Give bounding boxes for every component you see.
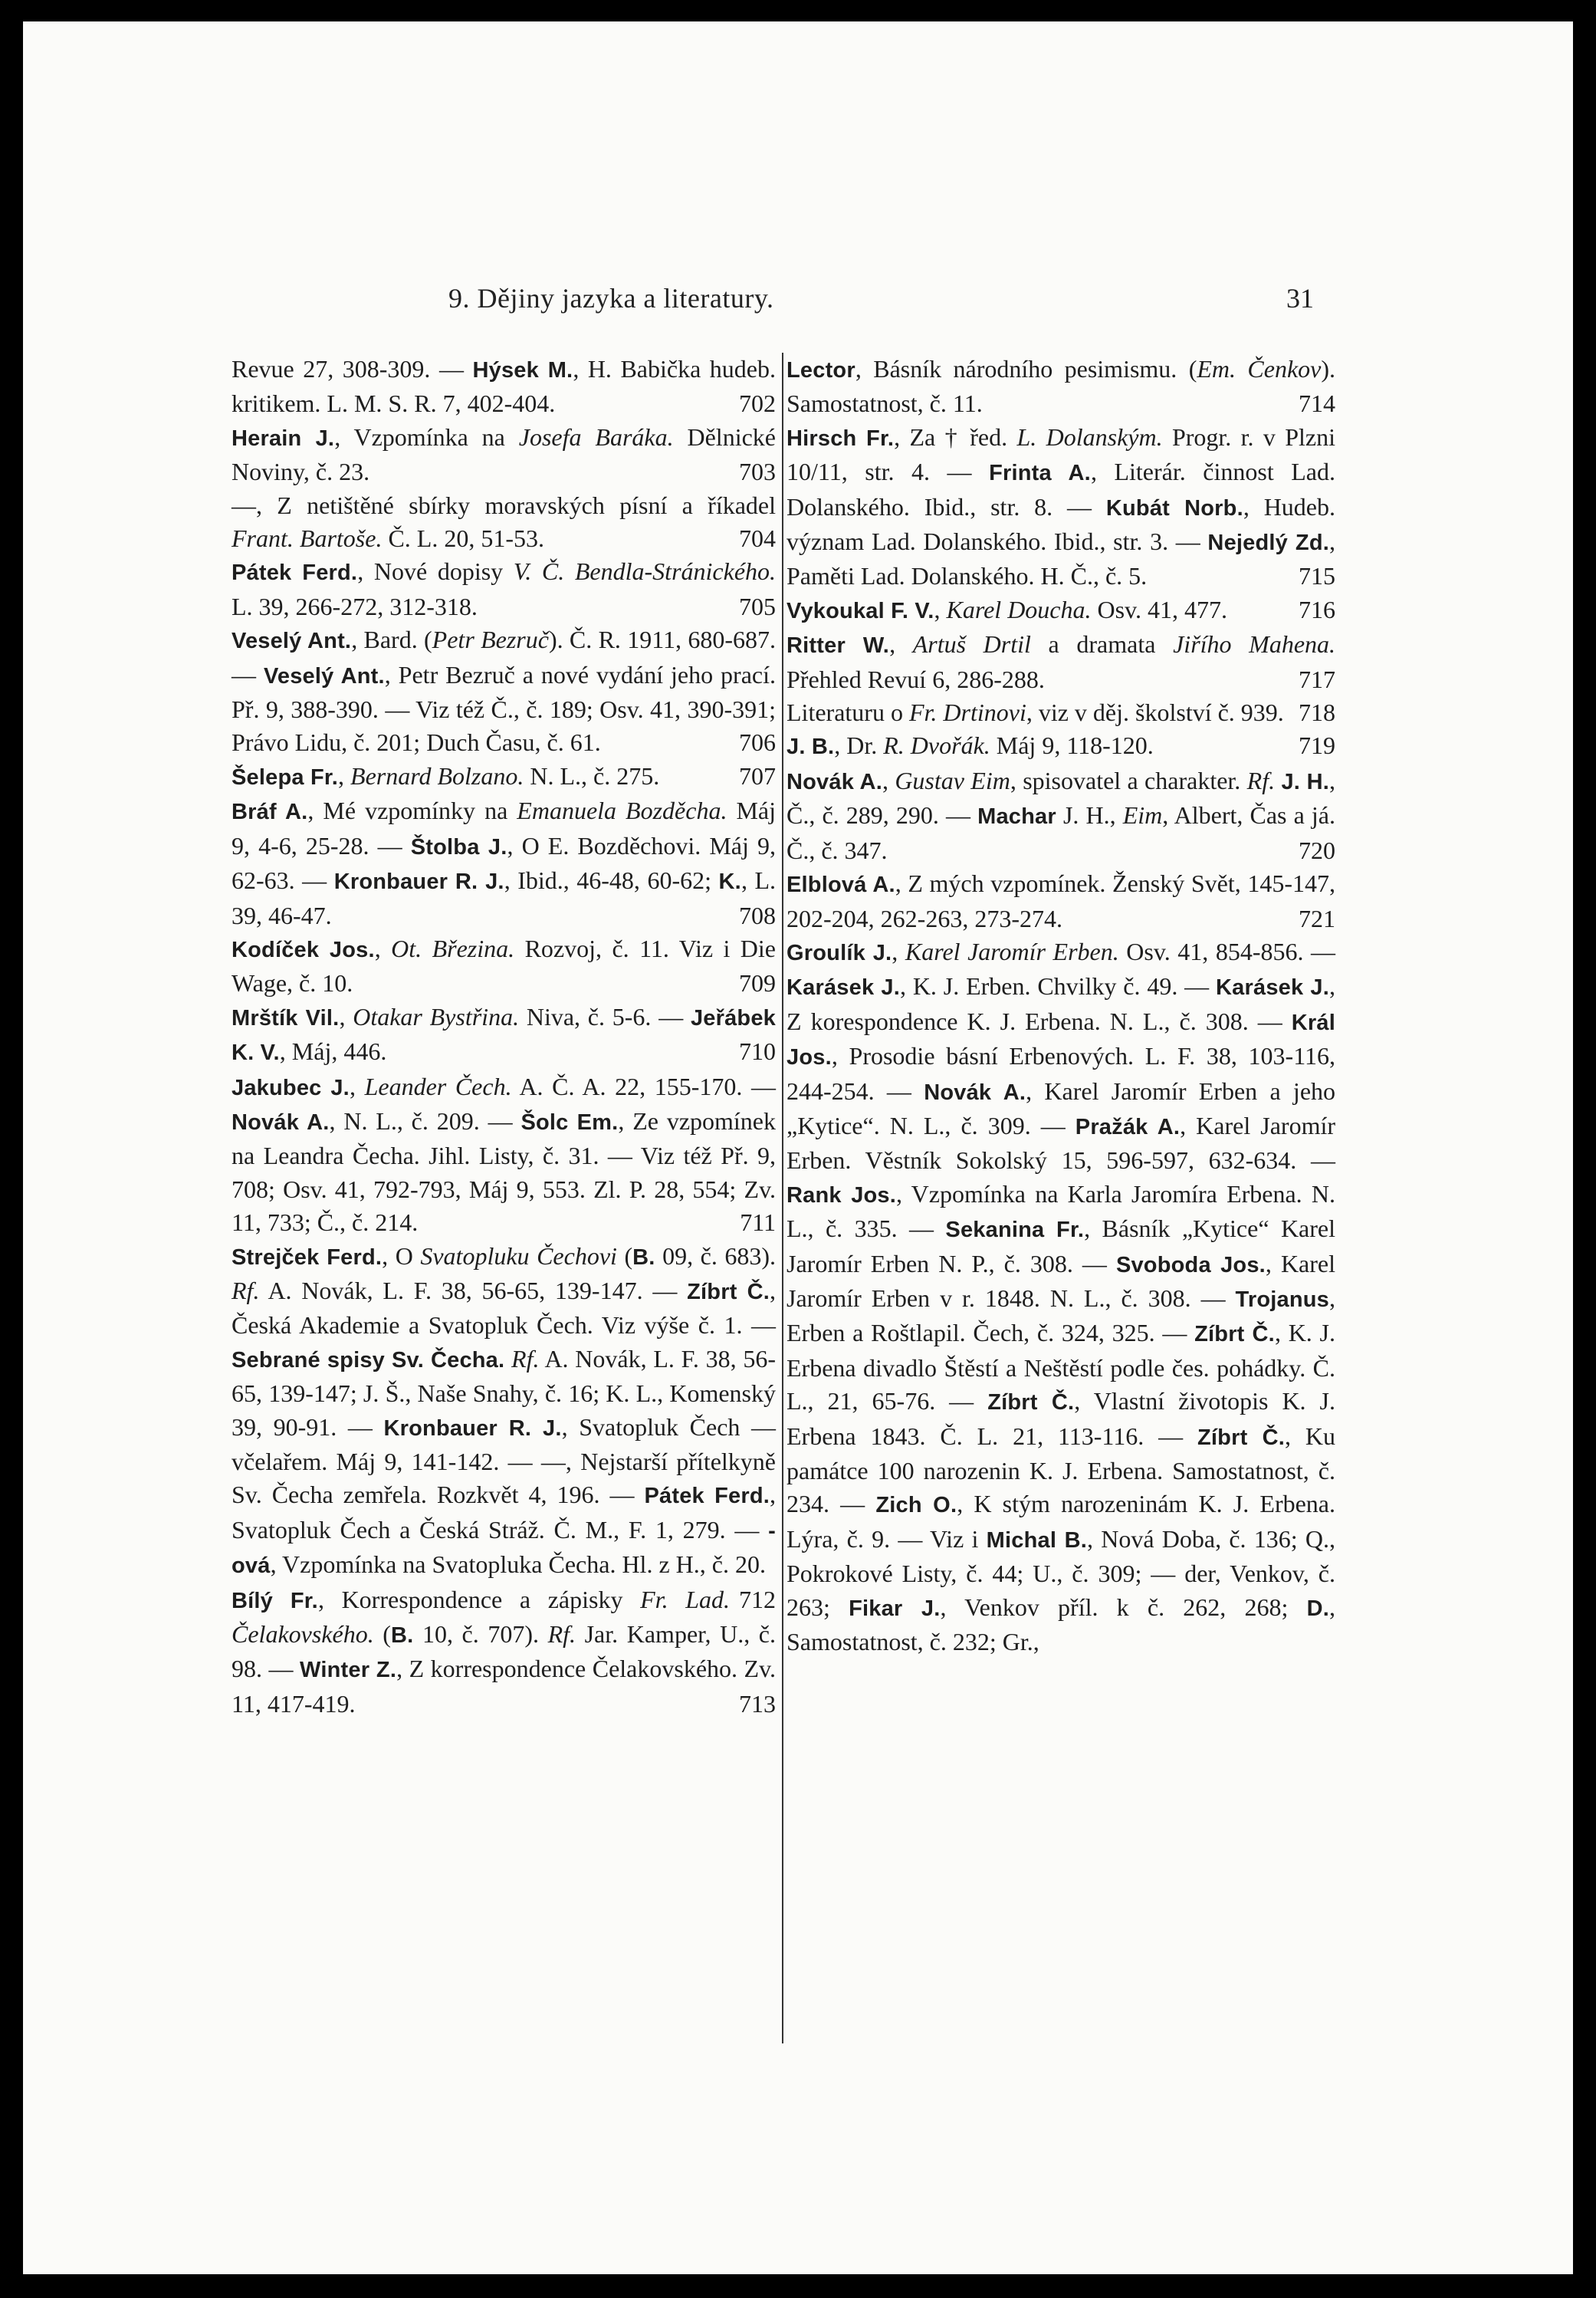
bibliography-entry: —, Z netištěné sbírky moravských písní a říkadel Frant. Bartoše. Č. L. 20, 51-53. 704: [232, 491, 776, 553]
bibliography-entry: Lector, Básník národního pesimismu. (Em. Čenkov). Samostatnost, č. 11. 714: [787, 355, 1336, 418]
bibliography-entry: J. B., Dr. R. Dvořák. Máj 9, 118-120. 719: [787, 731, 1335, 760]
bibliography-entry: Vykoukal F. V., Karel Doucha. Osv. 41, 477. 716: [787, 595, 1335, 623]
bibliography-entry: Bílý Fr., Korrespondence a zápisky Fr. Lad. Čelakovského. (B. 10, č. 707). Rf. Jar. Kamper, U., č. 98. — Winter Z., Z korrespondence Čelakovského. Zv. 11, 417-419. 713: [232, 1585, 777, 1718]
bibliography-entry: Ritter W., Artuš Drtil a dramata Jiřího Mahena. Přehled Revuí 6, 286-288. 717: [787, 630, 1336, 693]
bibliography-entry: Mrštík Vil., Otakar Bystřina. Niva, č. 5-6. — Jeřábek K. V., Máj, 446. 710: [232, 1002, 776, 1066]
left-column: [232, 353, 776, 1721]
page-number: 31: [1286, 283, 1314, 314]
bibliography-entry: Literaturu o Fr. Drtinovi, viz v děj. školství č. 939. 718: [787, 699, 1335, 727]
bibliography-entry: Bráf A., Mé vzpomínky na Emanuela Bozděcha. Máj 9, 4-6, 25-28. — Štolba J., O E. Bozděchovi. Máj 9, 62-63. — Kronbauer R. J., Ibid., 46-48, 60-62; K., L. 39, 46-47. 708: [232, 797, 777, 929]
bibliography-entry: Revue 27, 308-309. — Hýsek M., H. Babička hudeb. kritikem. L. M. S. R. 7, 402-404. 702: [232, 355, 777, 418]
right-column: [787, 353, 1335, 1659]
page: [23, 21, 1573, 2274]
bibliography-entry: Pátek Ferd., Nové dopisy V. Č. Bendla-Stránického. L. 39, 266-272, 312-318. 705: [232, 557, 777, 620]
chapter-title: 9. Dějiny jazyka a literatury.: [448, 283, 774, 314]
bibliography-entry: Herain J., Vzpomínka na Josefa Baráka. Dělnické Noviny, č. 23. 703: [232, 422, 776, 486]
bibliography-entry: Šelepa Fr., Bernard Bolzano. N. L., č. 275. 707: [232, 761, 776, 790]
bibliography-entry: Groulík J., Karel Jaromír Erben. Osv. 41, 854-856. — Karásek J., K. J. Erben. Chvilky č. 49. — Karásek J., Z korespondence K. J. Erbena. N. L., č. 308. — Král Jos., Prosodie básní Erbenových. L. F. 38, 103-116, 244-254. — Novák A., Karel Jaromír Erben a jeho „Kytice“. N. L., č. 309. — Pražák A., Karel Jaromír Erben. Věstník Sokolský 15, 596-597, 632-634. — Rank Jos., Vzpomínka na Karla Jaromíra Erbena. N. L., č. 335. — Sekanina Fr., Básník „Kytice“ Karel Jaromír Erben N. P., č. 308. — Svoboda Jos., Karel Jaromír Erben v r. 1848. N. L., č. 308. — Trojanus, Erben a Roštlapil. Čech, č. 324, 325. — Zíbrt Č., K. J. Erbena divadlo Štěstí a Neštěstí podle čes. pohádky. Č. L., 21, 65-76. — Zíbrt Č., Vlastní životopis K. J. Erbena 1843. Č. L. 21, 113-116. — Zíbrt Č., Ku památce 100 narozenin K. J. Erbena. Samostatnost, č. 234. — Zich O., K stým narozeninám K. J. Erbena. Lýra, č. 9. — Viz i Michal B., Nová Doba, č. 136; Q., Pokrokové Listy, č. 44; U., č. 309; — der, Venkov, č. 263; Fikar J., Venkov příl. k č. 262, 268; D., Samostatnost, č. 232; Gr.,: [787, 937, 1336, 1656]
running-header: [23, 282, 1573, 321]
bibliography-entry: Jakubec J., Leander Čech. A. Č. A. 22, 155-170. — Novák A., N. L., č. 209. — Šolc Em., Ze vzpomínek na Leandra Čecha. Jihl. Listy, č. 31. — Viz též Př. 9, 708; Osv. 41, 792-793, Máj 9, 553. Zl. P. 28, 554; Zv. 11, 733; Č., č. 214. 711: [232, 1072, 777, 1237]
bibliography-entry: Novák A., Gustav Eim, spisovatel a charakter. Rf. J. H., Č., č. 289, 290. — Machar J. H., Eim, Albert, Čas a já. Č., č. 347. 720: [787, 766, 1336, 864]
bibliography-entry: Elblová A., Z mých vzpomínek. Ženský Svět, 145-147, 202-204, 262-263, 273-274. 721: [787, 870, 1336, 932]
bibliography-entry: Kodíček Jos., Ot. Březina. Rozvoj, č. 11. Viz i Die Wage, č. 10. 709: [232, 934, 777, 998]
bibliography-entry: Hirsch Fr., Za † řed. L. Dolanským. Progr. r. v Plzni 10/11, str. 4. — Frinta A., Literár. činnost Lad. Dolanského. Ibid., str. 8. — Kubát Norb., Hudeb. význam Lad. Dolanského. Ibid., str. 3. — Nejedlý Zd., Paměti Lad. Dolanského. H. Č., č. 5. 715: [787, 422, 1336, 590]
column-divider: [782, 353, 783, 2043]
bibliography-entry: Strejček Ferd., O Svatopluku Čechovi (B. 09, č. 683). Rf. A. Novák, L. F. 38, 56-65, 139-147. — Zíbrt Č., Česká Akademie a Svatopluk Čech. Viz výše č. 1. — Sebrané spisy Sv. Čecha. Rf. A. Novák, L. F. 38, 56-65, 139-147; J. Š., Naše Snahy, č. 16; K. L., Komenský 39, 90-91. — Kronbauer R. J., Svatopluk Čech — včelařem. Máj 9, 141-142. — —, Nejstarší přítelkyně Sv. Čecha zemřela. Rozkvět 4, 196. — Pátek Ferd., Svatopluk Čech a Česká Stráž. Č. M., F. 1, 279. — -ová, Vzpomínka na Svatopluka Čecha. Hl. z H., č. 20. 712: [232, 1241, 777, 1613]
bibliography-entry: Veselý Ant., Bard. (Petr Bezruč). Č. R. 1911, 680-687. — Veselý Ant., Petr Bezruč a nové vydání jeho prací. Př. 9, 388-390. — Viz též Č., č. 189; Osv. 41, 390-391; Právo Lidu, č. 201; Duch Času, č. 61. 706: [232, 626, 777, 757]
